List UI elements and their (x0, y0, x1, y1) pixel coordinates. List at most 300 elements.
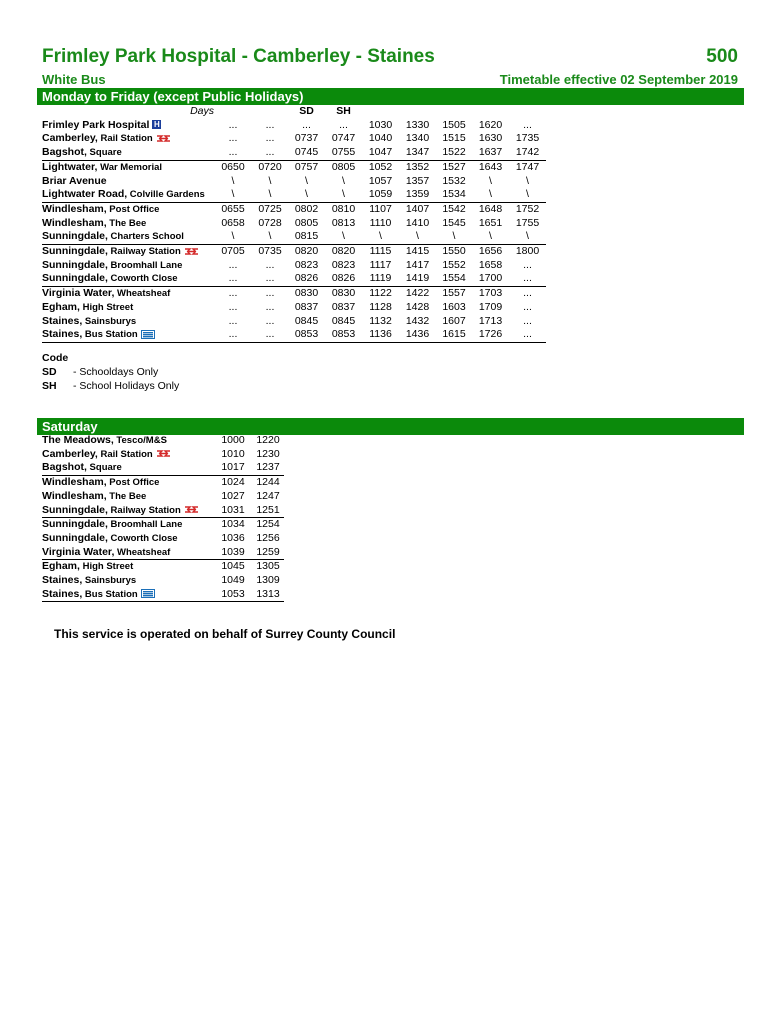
departure-time: 1132 (369, 314, 392, 327)
departure-time: ... (509, 287, 546, 301)
stop-locality: Wheatsheaf (114, 546, 171, 558)
stop-locality: Rail Station (97, 133, 153, 145)
departure-time: \ (379, 230, 382, 243)
departure-time: 1115 (362, 245, 399, 259)
weekday-timetable (42, 105, 546, 343)
code-legend (42, 351, 179, 393)
stop-name (42, 119, 214, 133)
departure-time: 1615 (436, 328, 472, 342)
stop-town: Staines, (42, 314, 83, 327)
departure-time: 1010 (221, 447, 245, 460)
bus-station-icon (141, 589, 155, 598)
timetable-row (42, 217, 546, 231)
saturday-section-heading: Saturday (37, 418, 744, 435)
departure-time: 1607 (442, 314, 466, 327)
departure-time: 1230 (256, 447, 280, 460)
departure-time: 1747 (509, 160, 546, 174)
departure-time: ... (302, 118, 311, 131)
stop-locality: Sainsburys (82, 575, 137, 587)
stop-name (42, 132, 214, 146)
code-title: Code (42, 352, 69, 364)
stop-locality: Square (86, 462, 122, 474)
departure-time: ... (228, 300, 238, 313)
departure-time: 0815 (294, 230, 319, 243)
departure-time: 1049 (221, 574, 245, 587)
departure-time: 1417 (405, 258, 430, 271)
departure-time: 1713 (478, 314, 503, 327)
stop-town: Windlesham, (42, 476, 107, 489)
timetable-row (42, 588, 284, 602)
departure-time: 0757 (288, 160, 325, 174)
departure-time: 0705 (214, 245, 252, 259)
stop-town: Bagshot, (42, 146, 87, 159)
stop-name (42, 560, 214, 574)
departure-time: 1110 (369, 216, 392, 229)
stop-locality: Bus Station (82, 588, 138, 600)
stop-name (42, 160, 214, 174)
timetable-row (42, 259, 546, 273)
departure-time: 1122 (362, 287, 399, 301)
departure-time: 1709 (478, 300, 503, 313)
departure-time: 1603 (442, 300, 466, 313)
departure-time: 1136 (362, 328, 399, 342)
departure-time: 0655 (214, 202, 252, 216)
departure-time: \ (305, 174, 308, 187)
timetable-row (42, 287, 546, 301)
stop-name (42, 574, 214, 588)
departure-time: 1415 (399, 245, 436, 259)
departure-time: 0658 (221, 216, 245, 229)
stop-locality: Broomhall Lane (107, 519, 183, 531)
stop-town: Frimley Park Hospital (42, 118, 150, 131)
stop-town: Virginia Water, (42, 545, 115, 558)
departure-time: \ (526, 188, 529, 201)
stop-name (42, 245, 214, 259)
departure-time: 1532 (442, 174, 466, 187)
departure-time: 1637 (478, 146, 503, 159)
departure-time: \ (231, 174, 235, 187)
day-code (436, 105, 472, 119)
departure-time: ... (523, 314, 532, 327)
departure-time: 1419 (405, 272, 430, 285)
departure-time: 0755 (331, 146, 356, 159)
departure-time: 1119 (369, 272, 392, 285)
departure-time: 1036 (221, 531, 245, 544)
departure-time: 1000 (221, 434, 245, 446)
timetable-title: Frimley Park Hospital - Camberley - Staines (42, 46, 435, 67)
departure-time: 0853 (288, 328, 325, 342)
departure-time: \ (489, 174, 492, 187)
stop-locality: The Bee (106, 490, 147, 502)
stop-name (42, 448, 214, 462)
departure-time: ... (265, 118, 275, 131)
departure-time: \ (268, 230, 272, 243)
stop-locality: War Memorial (97, 161, 163, 173)
stop-name (42, 461, 214, 475)
stop-name (42, 532, 214, 546)
departure-time: \ (342, 174, 345, 187)
departure-time: 1752 (509, 202, 546, 216)
stop-locality: High Street (79, 301, 134, 313)
stop-town: Bagshot, (42, 461, 87, 474)
stop-name (42, 434, 214, 448)
departure-time: 1340 (405, 132, 430, 145)
stop-locality: Coworth Close (107, 532, 178, 544)
departure-time: 1128 (369, 300, 392, 313)
departure-time: ... (214, 328, 252, 342)
departure-time: 1052 (362, 160, 399, 174)
day-code (472, 105, 509, 119)
departure-time: 1107 (362, 202, 399, 216)
departure-time: ... (228, 314, 238, 327)
departure-time: 1045 (214, 560, 252, 574)
day-code (399, 105, 436, 119)
footer-note: This service is operated on behalf of Surrey County Council (54, 627, 396, 641)
departure-time: 0853 (325, 328, 362, 342)
stop-name (42, 546, 214, 560)
stop-locality: Rail Station (97, 448, 153, 460)
stop-town: Briar Avenue (42, 174, 107, 187)
departure-time: \ (342, 230, 345, 243)
day-code (509, 105, 546, 119)
stop-locality: Coworth Close (107, 273, 178, 285)
departure-time: 0826 (331, 272, 356, 285)
departure-time: ... (228, 146, 238, 159)
hospital-icon: H (153, 120, 160, 130)
code-desc: - School Holidays Only (73, 380, 180, 392)
departure-time: 1436 (399, 328, 436, 342)
timetable-row (42, 490, 284, 504)
departure-time: \ (489, 230, 492, 243)
stop-town: Windlesham, (42, 489, 107, 502)
timetable-row (42, 315, 546, 329)
departure-time: 1658 (478, 258, 503, 271)
rail-station-icon (184, 505, 199, 514)
departure-time: 0813 (331, 216, 356, 229)
departure-time: \ (231, 188, 235, 201)
departure-time: 0837 (331, 300, 356, 313)
departure-time: 0725 (252, 202, 288, 216)
departure-time: 1432 (405, 314, 430, 327)
departure-time: 0650 (214, 160, 252, 174)
departure-time: ... (265, 314, 275, 327)
departure-time: 1030 (368, 118, 393, 131)
timetable-row (42, 461, 284, 475)
departure-time: 1330 (405, 118, 430, 131)
timetable-row (42, 574, 284, 588)
timetable-row (42, 146, 546, 160)
stop-town: The Meadows, (42, 434, 114, 446)
code-key: SD (42, 366, 57, 378)
departure-time: 0820 (325, 245, 362, 259)
stop-name (42, 476, 214, 490)
day-code (214, 105, 252, 119)
departure-time: 0745 (294, 146, 319, 159)
departure-time: 1237 (256, 461, 280, 474)
code-entry (42, 379, 179, 393)
departure-time: \ (305, 188, 308, 201)
departure-time: \ (489, 188, 492, 201)
departure-time: 0720 (252, 160, 288, 174)
departure-time: 1630 (478, 132, 503, 145)
route-number: 500 (706, 46, 738, 67)
stop-name (42, 259, 214, 273)
rail-station-icon (156, 449, 171, 458)
departure-time: 1550 (436, 245, 472, 259)
stop-locality: Post Office (106, 477, 160, 489)
stop-locality: Wheatsheaf (114, 288, 171, 300)
departure-time: 1309 (256, 574, 280, 587)
stop-name (42, 328, 214, 342)
stop-name (42, 146, 214, 160)
departure-time: 1620 (478, 118, 503, 131)
stop-town: Staines, (42, 574, 83, 587)
weekday-section-heading: Monday to Friday (except Public Holidays) (37, 88, 744, 105)
timetable-row (42, 160, 546, 174)
departure-time: 1313 (252, 588, 284, 602)
departure-time: 1515 (442, 132, 466, 145)
timetable-row (42, 132, 546, 146)
departure-time: 1534 (442, 188, 466, 201)
departure-time: 1428 (405, 300, 430, 313)
stop-town: Lightwater, (42, 160, 98, 173)
departure-time: 0810 (325, 202, 362, 216)
day-code: SD (299, 105, 314, 117)
departure-time: 0805 (325, 160, 362, 174)
departure-time: ... (228, 272, 238, 285)
day-code (362, 105, 399, 119)
stop-locality: The Bee (106, 217, 147, 229)
departure-time: 1651 (478, 216, 503, 229)
stop-town: Egham, (42, 560, 80, 573)
timetable-row (42, 518, 284, 532)
stop-town: Egham, (42, 300, 80, 313)
departure-time: ... (523, 118, 532, 131)
stop-locality: Square (86, 147, 122, 159)
departure-time: \ (452, 230, 456, 243)
stop-locality: Tesco/M&S (113, 435, 167, 446)
departure-time: ... (228, 258, 238, 271)
stop-name (42, 315, 214, 329)
stop-name (42, 504, 214, 518)
departure-time: 0823 (294, 258, 319, 271)
code-key: SH (42, 380, 57, 392)
stop-town: Staines, (42, 328, 83, 341)
stop-town: Sunningdale, (42, 503, 108, 516)
departure-time: 1251 (256, 503, 280, 516)
stop-name (42, 287, 214, 301)
departure-time: ... (265, 146, 275, 159)
departure-time: \ (526, 174, 529, 187)
departure-time: 0837 (294, 300, 319, 313)
departure-time: 1040 (368, 132, 393, 145)
departure-time: 1357 (405, 174, 430, 187)
departure-time: ... (228, 132, 238, 145)
timetable-row (42, 546, 284, 560)
stop-name (42, 518, 214, 532)
departure-time: 1220 (256, 434, 280, 446)
stop-name (42, 588, 214, 602)
day-code (252, 105, 288, 119)
departure-time: 0737 (294, 132, 319, 145)
departure-time: ... (228, 118, 238, 131)
timetable-row (42, 272, 546, 286)
departure-time: 1347 (405, 146, 430, 159)
departure-time: 0747 (331, 132, 356, 145)
day-code: SH (336, 105, 351, 117)
timetable-row (42, 448, 284, 462)
departure-time: 0820 (288, 245, 325, 259)
departure-time: ... (509, 328, 546, 342)
timetable-row (42, 532, 284, 546)
departure-time: ... (265, 272, 275, 285)
departure-time: 1359 (405, 188, 430, 201)
departure-time: ... (265, 258, 275, 271)
departure-time: 1407 (399, 202, 436, 216)
stop-town: Virginia Water, (42, 287, 115, 300)
departure-time: \ (268, 174, 272, 187)
departure-time: 1034 (214, 518, 252, 532)
days-header-row (42, 105, 546, 119)
stop-name (42, 217, 214, 231)
departure-time: ... (265, 132, 275, 145)
stop-town: Windlesham, (42, 216, 107, 229)
departure-time: 1244 (252, 476, 284, 490)
departure-time: ... (523, 258, 532, 271)
timetable-row (42, 119, 546, 133)
departure-time: 1703 (472, 287, 509, 301)
stop-name (42, 490, 214, 504)
timetable-row (42, 230, 546, 244)
departure-time: 1024 (214, 476, 252, 490)
stop-name (42, 188, 214, 202)
timetable-row (42, 175, 546, 189)
stop-locality: Broomhall Lane (107, 259, 183, 271)
departure-time: 1047 (368, 146, 393, 159)
departure-time: ... (339, 118, 348, 131)
departure-time: 1522 (442, 146, 466, 159)
stop-name (42, 272, 214, 286)
departure-time: 1017 (221, 461, 245, 474)
departure-time: 1735 (515, 132, 540, 145)
stop-name (42, 175, 214, 189)
departure-time: 1031 (221, 503, 245, 516)
departure-time: 1410 (405, 216, 430, 229)
stop-locality: Bus Station (82, 329, 138, 341)
stop-locality: Railway Station (107, 246, 181, 258)
departure-time: 1027 (221, 489, 245, 502)
saturday-timetable (42, 434, 284, 602)
departure-time: 1527 (436, 160, 472, 174)
stop-town: Camberley, (42, 447, 98, 460)
departure-time: 0830 (288, 287, 325, 301)
code-desc: - Schooldays Only (73, 366, 159, 378)
departure-time: ... (523, 272, 532, 285)
departure-time: ... (523, 300, 532, 313)
departure-time: 1505 (442, 118, 466, 131)
code-entry (42, 365, 179, 379)
days-label: Days (190, 105, 214, 117)
stop-town: Sunningdale, (42, 245, 108, 258)
departure-time: 0823 (331, 258, 356, 271)
departure-time: 0845 (294, 314, 319, 327)
timetable-row (42, 188, 546, 202)
departure-time: ... (265, 300, 275, 313)
departure-time: \ (526, 230, 529, 243)
departure-time: 0805 (294, 216, 319, 229)
departure-time: 1247 (256, 489, 280, 502)
stop-locality: Sainsburys (82, 315, 137, 327)
departure-time: 1554 (442, 272, 466, 285)
departure-time: 1557 (436, 287, 472, 301)
stop-town: Sunningdale, (42, 518, 108, 531)
departure-time: 1053 (214, 588, 252, 602)
departure-time: 1059 (368, 188, 393, 201)
departure-time: 0735 (252, 245, 288, 259)
operator-name: White Bus (42, 72, 106, 87)
departure-time: ... (252, 328, 288, 342)
timetable-row (42, 301, 546, 315)
departure-time: 1552 (442, 258, 466, 271)
departure-time: 0826 (294, 272, 319, 285)
stop-town: Sunningdale, (42, 230, 108, 243)
stop-locality: High Street (79, 561, 134, 573)
departure-time: \ (268, 188, 272, 201)
stop-town: Windlesham, (42, 202, 107, 215)
stop-name (42, 301, 214, 315)
departure-time: 1726 (472, 328, 509, 342)
departure-time: 1057 (368, 174, 393, 187)
departure-time: 1352 (399, 160, 436, 174)
departure-time: 1305 (252, 560, 284, 574)
timetable-row (42, 202, 546, 216)
timetable-row (42, 504, 284, 518)
timetable-row (42, 560, 284, 574)
stop-town: Sunningdale, (42, 531, 108, 544)
departure-time: 0830 (325, 287, 362, 301)
departure-time: 1656 (472, 245, 509, 259)
stop-town: Staines, (42, 587, 83, 600)
effective-date: Timetable effective 02 September 2019 (499, 72, 738, 87)
rail-station-icon (156, 134, 171, 143)
departure-time: 1422 (399, 287, 436, 301)
departure-time: 1254 (252, 518, 284, 532)
departure-time: 1742 (515, 146, 540, 159)
stop-town: Camberley, (42, 132, 98, 145)
timetable-row (42, 245, 546, 259)
stop-town: Sunningdale, (42, 258, 108, 271)
departure-time: \ (342, 188, 345, 201)
stop-locality: Charters School (107, 231, 184, 243)
timetable-row (42, 476, 284, 490)
bus-station-icon (141, 330, 155, 339)
departure-time: ... (214, 287, 252, 301)
stop-locality: Post Office (106, 203, 160, 215)
departure-time: 1755 (515, 216, 540, 229)
departure-time: 1117 (369, 258, 392, 271)
departure-time: 0728 (258, 216, 282, 229)
departure-time: 1542 (436, 202, 472, 216)
stop-name (42, 202, 214, 216)
departure-time: 1648 (472, 202, 509, 216)
departure-time: 0802 (288, 202, 325, 216)
stop-locality: Colville Gardens (127, 189, 205, 201)
departure-time: 1700 (478, 272, 503, 285)
stop-town: Sunningdale, (42, 272, 108, 285)
departure-time: 1256 (256, 531, 280, 544)
stop-locality: Railway Station (107, 504, 181, 516)
departure-time: 0845 (331, 314, 356, 327)
